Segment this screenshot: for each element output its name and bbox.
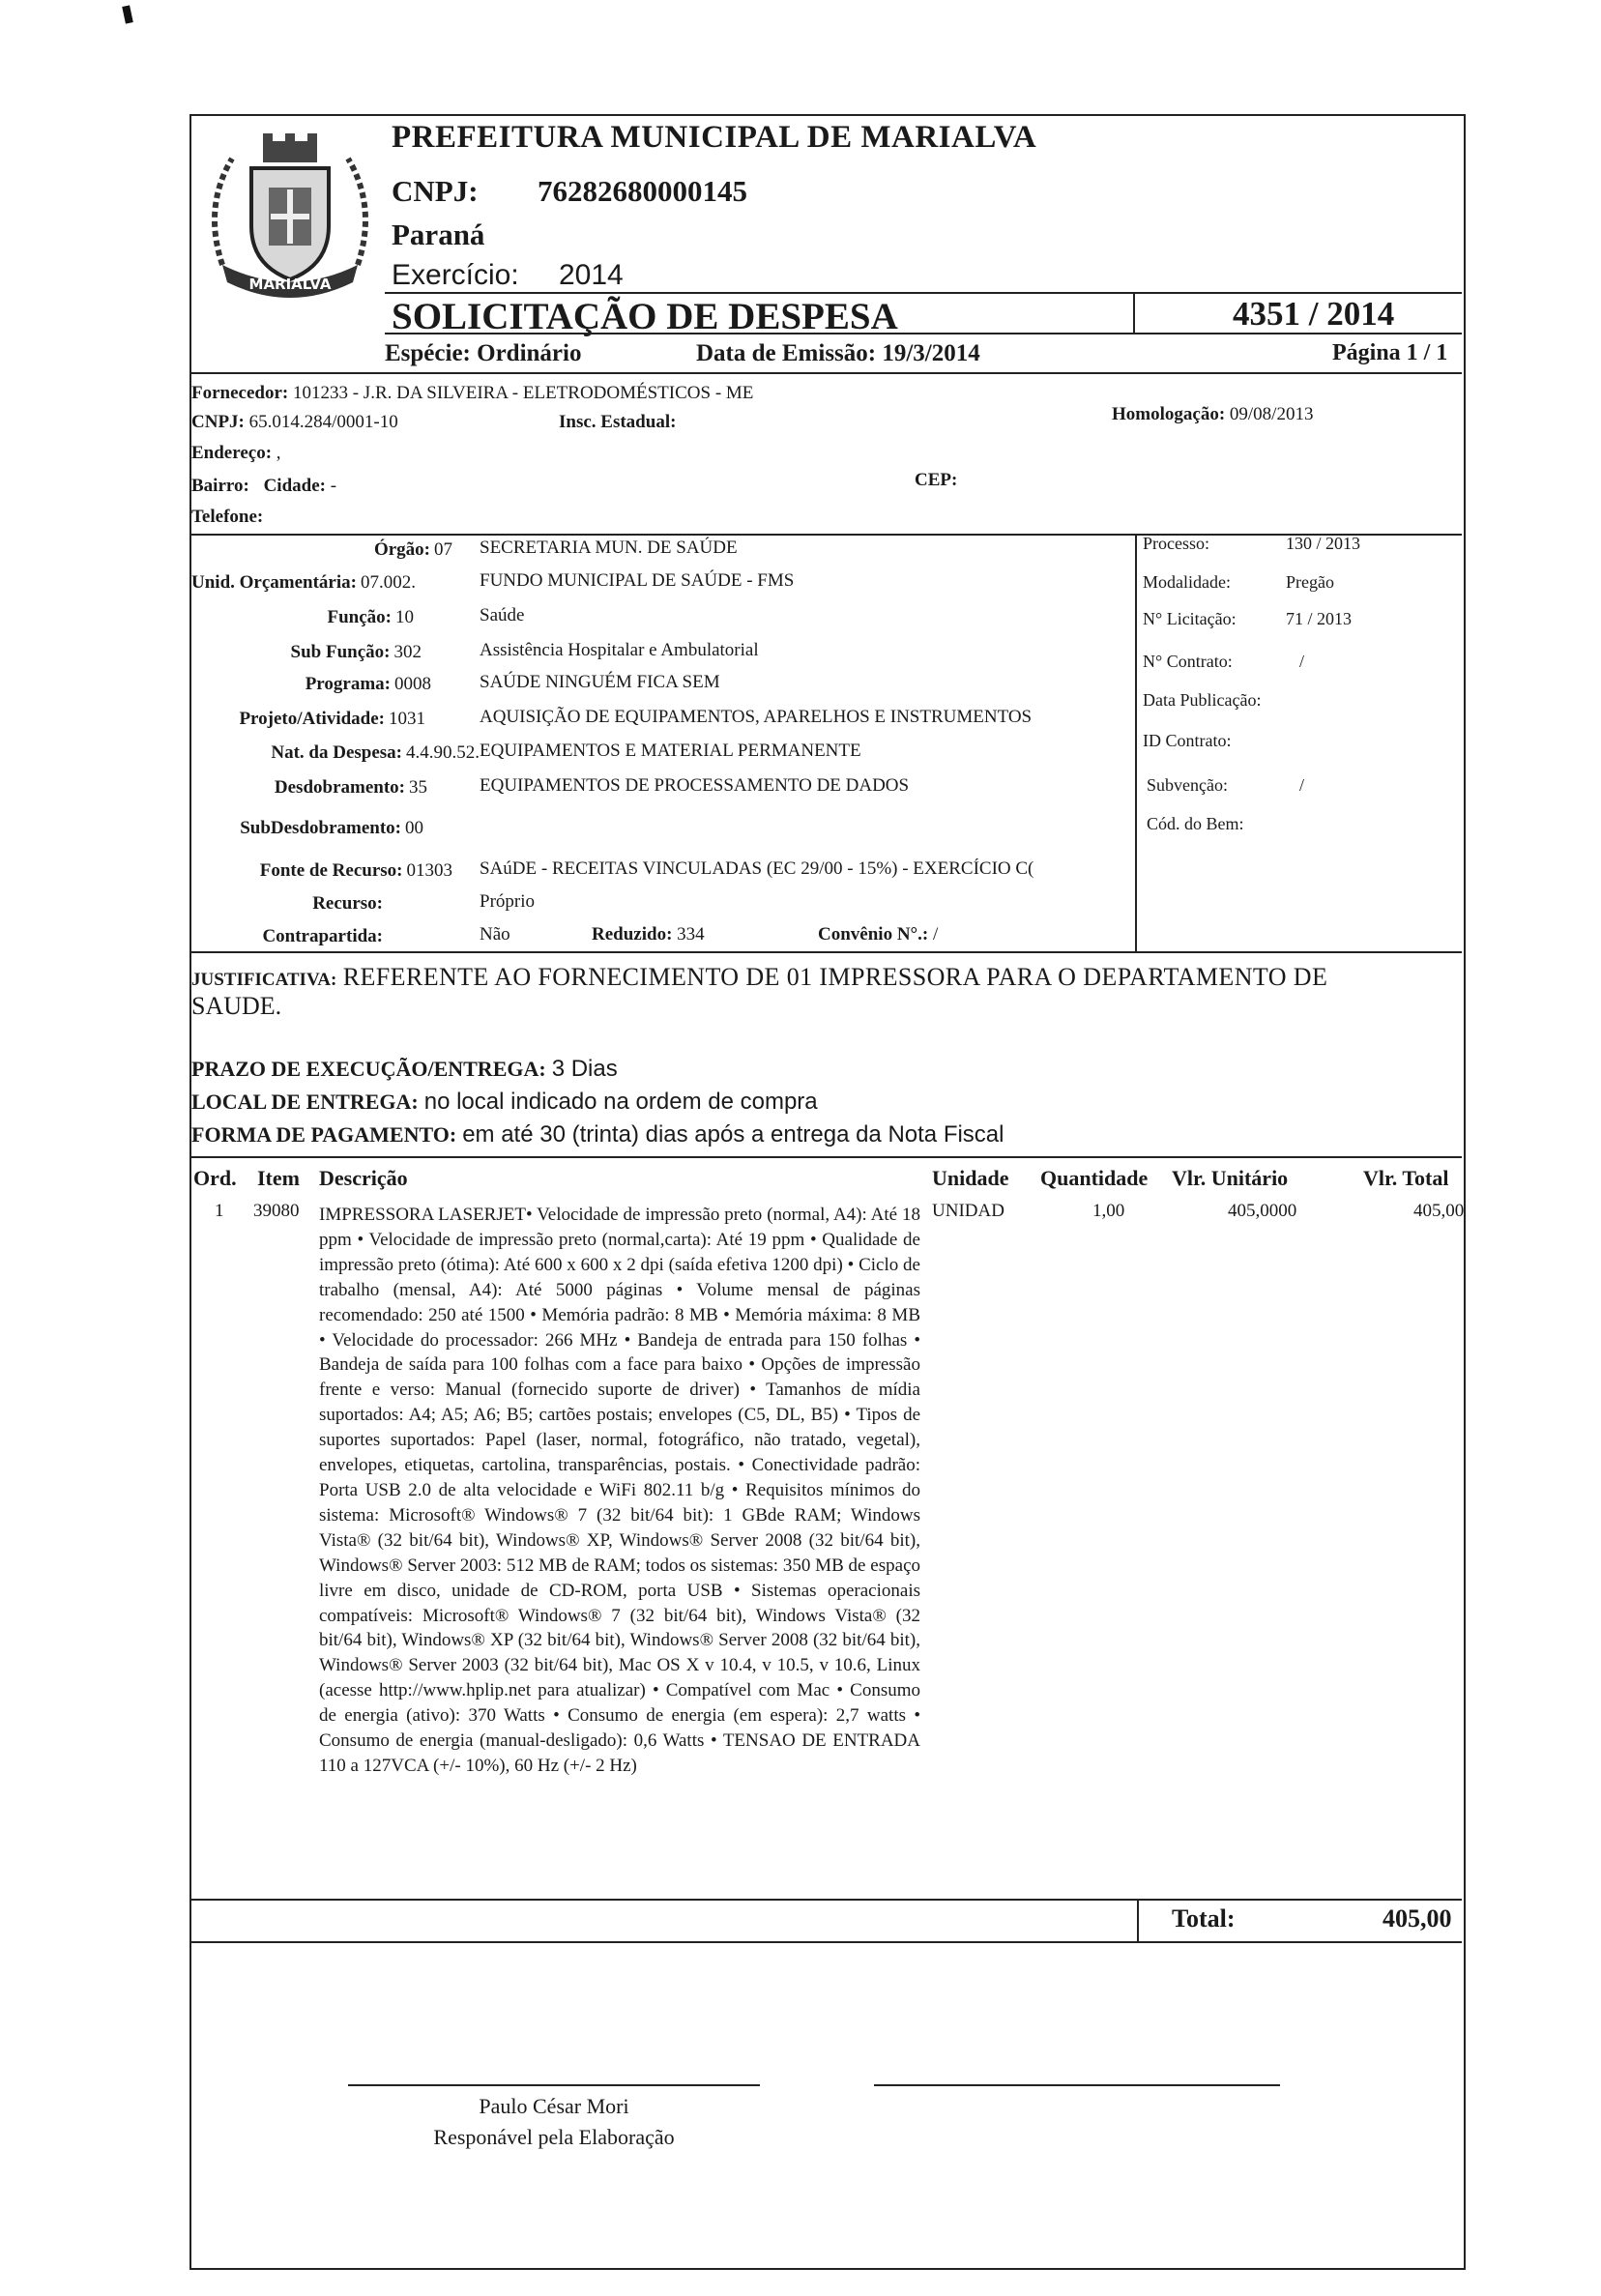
- fornecedor-cnpj-value: 65.014.284/0001-10: [248, 412, 398, 432]
- orcamento-desc: Próprio: [480, 891, 535, 912]
- prazo-value: 3 Dias: [551, 1056, 618, 1082]
- col-vlr-total: Vlr. Total: [1363, 1166, 1449, 1190]
- fornecedor-bottom-rule: [189, 534, 1462, 536]
- homologacao-value: 09/08/2013: [1229, 404, 1314, 424]
- total-bottom-rule: [189, 1941, 1462, 1943]
- state-name: Paraná: [392, 218, 485, 251]
- exercicio-value: 2014: [559, 259, 624, 291]
- orcamento-desc: AQUISIÇÃO DE EQUIPAMENTOS, APARELHOS E INSTRUMENTOS: [480, 707, 1033, 727]
- fornecedor-cnpj-row: [191, 412, 398, 433]
- licitacao-label: N° Contrato:: [1143, 652, 1233, 671]
- orcamento-row: Fonte de Recurso: 01303: [259, 860, 452, 881]
- orcamento-desc: Assistência Hospitalar e Ambulatorial: [480, 640, 759, 660]
- orcamento-desc: FUNDO MUNICIPAL DE SAÚDE - FMS: [480, 570, 795, 591]
- row-quantidade: 1,00: [1092, 1201, 1125, 1221]
- fornecedor-cnpj-label: CNPJ:: [191, 412, 245, 432]
- licitacao-label: Processo:: [1143, 534, 1209, 553]
- licitacao-label: Data Publicação:: [1143, 690, 1262, 710]
- endereco-value: ,: [276, 443, 281, 463]
- header-bottom-rule: [189, 372, 1462, 374]
- orcamento-row: SubDesdobramento: 00: [240, 818, 423, 838]
- signature-line-right: [874, 2084, 1280, 2086]
- pagamento-label: FORMA DE PAGAMENTO:: [191, 1122, 457, 1147]
- pagamento-row: [191, 1121, 1004, 1148]
- justificativa-line2: SAUDE.: [191, 992, 282, 1020]
- telefone-label: Telefone:: [191, 507, 264, 527]
- col-vlr-unitario: Vlr. Unitário: [1172, 1166, 1289, 1190]
- licitacao-value: /: [1299, 652, 1305, 671]
- licitacao-label: Subvenção:: [1147, 775, 1228, 795]
- row-ord: 1: [215, 1201, 224, 1221]
- especie: Espécie: Ordinário: [385, 340, 582, 366]
- orcamento-desc: SAÚDE NINGUÉM FICA SEM: [480, 672, 720, 692]
- cidade-value: -: [330, 476, 337, 496]
- col-ord: Ord.: [193, 1166, 237, 1190]
- title-divider: [1133, 292, 1135, 333]
- endereco-label: Endereço:: [191, 443, 273, 463]
- justificativa-text: REFERENTE AO FORNECIMENTO DE 01 IMPRESSORA PARA O DEPARTAMENTO DE: [342, 963, 1328, 991]
- orcamento-row: Desdobramento: 35: [274, 777, 427, 798]
- cnpj-value: 76282680000145: [538, 174, 747, 208]
- convenio: Convênio N°.: /: [818, 924, 939, 945]
- crest-banner-text: MARIALVA: [248, 276, 332, 293]
- licitacao-label: Modalidade:: [1143, 572, 1231, 592]
- signatory-role: Responável pela Elaboração: [433, 2125, 675, 2149]
- reduzido: Reduzido: 334: [592, 924, 705, 945]
- col-item: Item: [257, 1166, 300, 1190]
- fornecedor-row: [191, 383, 753, 404]
- orcamento-row: Nat. da Despesa: 4.4.90.52.: [271, 742, 480, 763]
- bairro-label: Bairro:: [191, 476, 249, 496]
- page-indicator: Página 1 / 1: [1332, 340, 1448, 365]
- data-emissao: Data de Emissão: 19/3/2014: [696, 340, 980, 366]
- coat-of-arms-icon: [193, 120, 387, 313]
- title-top-rule: [385, 292, 1462, 294]
- col-unidade: Unidade: [932, 1166, 1009, 1190]
- org-name: PREFEITURA MUNICIPAL DE MARIALVA: [392, 120, 1037, 155]
- local-label: LOCAL DE ENTREGA:: [191, 1090, 419, 1114]
- orcamento-desc: Não: [480, 924, 510, 945]
- orcamento-desc: Saúde: [480, 605, 525, 625]
- homologacao-row: [1112, 404, 1313, 425]
- licitacao-value: 130 / 2013: [1286, 534, 1361, 553]
- licitacao-divider: [1135, 534, 1137, 951]
- orcamento-row: Projeto/Atividade: 1031: [239, 709, 425, 729]
- row-descricao: IMPRESSORA LASERJET• Velocidade de impressão preto (normal, A4): Até 18 ppm • Velocidade de impressão preto (normal,carta): Até 19 ppm • Qualidade de impressão preto (ótima): Até 600 x 600 x 2 dpi (saída efetiva 1200 dpi) • Ciclo de trabalho (mensal, A4): Até 5000 páginas • Volume mensal de páginas recomendado: 250 até 1500 • Memória padrão: 8 MB • Memória máxima: 8 MB • Velocidade do processador: 266 MHz • Bandeja de entrada para 150 folhas • Bandeja de saída para 100 folhas com a face para baixo • Opções de impressão frente e verso: Manual (fornecido suporte de driver) • Tamanhos de mídia suportados: A4; A5; A6; B5; cartões postais; envelopes (C5, DL, B5) • Tipos de suportes suportados: Papel (laser, normal, fotográfico, não tratado, vegetal), envelopes, etiquetas, cartolina, transparências, postais. • Conectividade padrão: Porta USB 2.0 de alta velocidade e WiFi 802.11 b/g • Requisitos mínimos do sistema: Microsoft® Windows® 7 (32 bit/64 bit): 1 GBde RAM; Windows Vista® (32 bit/64 bit), Windows® XP, Windows® Server 2008 (32 bit/64 bit), Windows® Server 2003: 512 MB de RAM; todos os sistemas: 350 MB de espaço livre em disco, unidade de CD-ROM, porta USB • Sistemas operacionais compatíveis: Microsoft® Windows® 7 (32 bit/64 bit), Windows Vista® (32 bit/64 bit), Windows® XP (32 bit/64 bit), Windows® Server 2008 (32 bit/64 bit), Windows® Server 2003 (32 bit/64 bit), Mac OS X v 10.4, v 10.5, v 10.6, Linux (acesse http://www.hplip.net para atualizar) • Compatível com Mac • Consumo de energia (ativo): 370 Watts • Consumo de energia (em espera): 2,7 watts • Consumo de energia (manual-desligado): 0,6 Watts • TENSAO DE ENTRADA 110 a 127VCA (+/- 10%), 60 Hz (+/- 2 Hz): [319, 1205, 920, 1776]
- total-label: Total:: [1172, 1904, 1236, 1933]
- document-title: SOLICITAÇÃO DE DESPESA: [392, 296, 898, 337]
- orcamento-row: Unid. Orçamentária: 07.002.: [191, 572, 416, 593]
- document-number: 4351 / 2014: [1233, 295, 1395, 333]
- document-frame: [189, 114, 1466, 2270]
- row-item: 39080: [253, 1201, 300, 1221]
- orcamento-desc: EQUIPAMENTOS DE PROCESSAMENTO DE DADOS: [480, 775, 910, 796]
- prazo-row: [191, 1056, 618, 1083]
- orcamento-row: Programa: 0008: [305, 674, 431, 694]
- title-bottom-rule: [385, 333, 1462, 334]
- insc-estadual-label: Insc. Estadual:: [559, 412, 677, 432]
- orcamento-bottom-rule: [189, 951, 1462, 953]
- cnpj-label: CNPJ:: [392, 174, 479, 208]
- orcamento-desc: EQUIPAMENTOS E MATERIAL PERMANENTE: [480, 741, 861, 761]
- exercicio-label: Exercício:: [392, 259, 519, 291]
- row-vlr-unitario: 405,0000: [1228, 1201, 1297, 1221]
- total-divider: [1137, 1899, 1139, 1941]
- licitacao-value: Pregão: [1286, 572, 1334, 592]
- justificativa-label: JUSTIFICATIVA:: [191, 970, 337, 990]
- signature-line-left: [348, 2084, 760, 2086]
- justificativa-line1: [191, 963, 1327, 992]
- licitacao-value: /: [1299, 775, 1305, 795]
- endereco-row: [191, 443, 281, 464]
- signatory-name: Paulo César Mori: [479, 2094, 629, 2118]
- licitacao-label: Cód. do Bem:: [1147, 814, 1244, 833]
- local-row: [191, 1089, 818, 1116]
- fornecedor-label: Fornecedor:: [191, 383, 289, 403]
- prazo-label: PRAZO DE EXECUÇÃO/ENTREGA:: [191, 1057, 546, 1081]
- homologacao-label: Homologação:: [1112, 404, 1226, 424]
- fornecedor-value: 101233 - J.R. DA SILVEIRA - ELETRODOMÉSTICOS - ME: [292, 383, 754, 403]
- orcamento-row: Órgão: 07: [373, 539, 452, 560]
- row-unidade: UNIDAD: [932, 1201, 1004, 1221]
- local-value: no local indicado na ordem de compra: [423, 1089, 818, 1115]
- scan-speck: [122, 5, 133, 23]
- licitacao-label: ID Contrato:: [1143, 731, 1232, 750]
- pagamento-value: em até 30 (trinta) dias após a entrega da Nota Fiscal: [462, 1121, 1004, 1148]
- orcamento-row: Função: 10: [327, 607, 414, 627]
- licitacao-label: N° Licitação:: [1143, 609, 1237, 628]
- row-vlr-total: 405,00: [1413, 1201, 1465, 1221]
- orcamento-desc: SECRETARIA MUN. DE SAÚDE: [480, 538, 738, 558]
- orcamento-row: Contrapartida:: [262, 926, 383, 946]
- bairro-cidade-row: [191, 476, 336, 497]
- items-top-rule: [189, 1156, 1462, 1158]
- orcamento-row: Recurso:: [312, 893, 383, 914]
- cep-label: CEP:: [915, 470, 958, 490]
- orcamento-desc: SAúDE - RECEITAS VINCULADAS (EC 29/00 - 15%) - EXERCÍCIO C(: [480, 858, 1034, 879]
- orcamento-row: Sub Função: 302: [290, 642, 422, 662]
- col-quantidade: Quantidade: [1040, 1166, 1149, 1190]
- col-descricao: Descrição: [319, 1166, 408, 1190]
- cidade-label: Cidade:: [263, 476, 326, 496]
- total-top-rule: [189, 1899, 1462, 1901]
- licitacao-value: 71 / 2013: [1286, 609, 1353, 628]
- total-value: 405,00: [1383, 1904, 1452, 1933]
